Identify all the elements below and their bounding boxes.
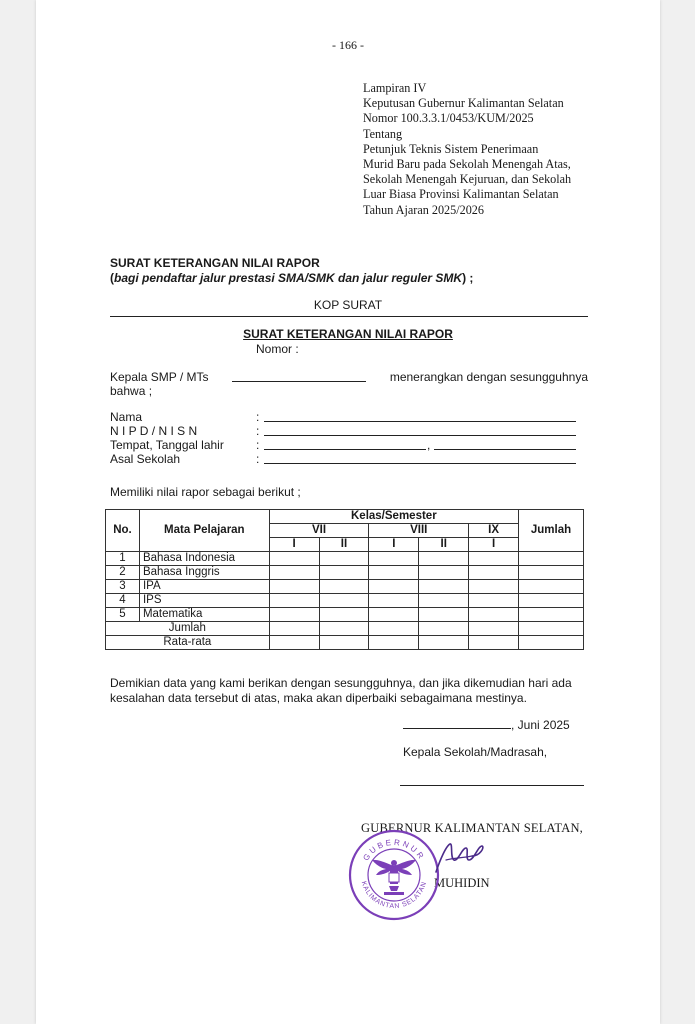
jumlah-label: Jumlah — [106, 622, 270, 636]
closing-paragraph: Demikian data yang kami berikan dengan sesungguhnya, dan jika dikemudian hari ada kesalahan data tersebut di atas, maka akan diperbaiki sebagaimana mestinya. — [110, 676, 572, 705]
kepala-prefix: Kepala SMP / MTs — [110, 370, 209, 384]
document-heading: SURAT KETERANGAN NILAI RAPOR — [110, 256, 320, 270]
page-number: - 166 - — [332, 38, 364, 52]
jumlah-cell[interactable] — [519, 580, 584, 594]
jumlah-cell[interactable] — [519, 552, 584, 566]
header-semester: I — [469, 538, 519, 552]
header-semester: I — [269, 538, 319, 552]
header-grade: VII — [269, 524, 369, 538]
header-semester: I — [369, 538, 419, 552]
grade-cell[interactable] — [419, 636, 469, 650]
jumlah-cell[interactable] — [519, 594, 584, 608]
grade-cell[interactable] — [419, 580, 469, 594]
table-row — [106, 608, 584, 622]
kepala-statement — [110, 370, 588, 398]
row-subject: IPA — [139, 580, 269, 594]
grade-cell[interactable] — [369, 580, 419, 594]
subheading-open: ( — [110, 271, 114, 285]
kop-surat: KOP SURAT — [313, 298, 383, 312]
grade-cell[interactable] — [269, 608, 319, 622]
grade-cell[interactable] — [369, 594, 419, 608]
form-title: SURAT KETERANGAN NILAI RAPOR — [243, 327, 453, 341]
jumlah-cell[interactable] — [519, 608, 584, 622]
official-stamp — [348, 829, 440, 921]
field-label: Nama — [110, 410, 143, 424]
grade-cell[interactable] — [269, 566, 319, 580]
header-mapel: Mata Pelajaran — [139, 510, 269, 552]
row-subject: Matematika — [139, 608, 269, 622]
kepala-end: bahwa ; — [110, 384, 153, 398]
rata-rata-label: Rata-rata — [106, 636, 270, 650]
school-name-blank[interactable] — [232, 370, 366, 382]
lampiran-line: Lampiran IV — [363, 81, 427, 95]
header-jumlah: Jumlah — [519, 510, 584, 552]
grade-cell[interactable] — [469, 622, 519, 636]
governor-title: GUBERNUR KALIMANTAN SELATAN, — [361, 821, 583, 835]
subheading-italic: bagi pendaftar jalur prestasi SMA/SMK dan jalur reguler SMK — [114, 271, 463, 285]
header-semester: II — [319, 538, 369, 552]
field-colon: : — [256, 452, 260, 466]
table-row — [106, 552, 584, 566]
kepala-mid: menerangkan dengan sesungguhnya — [389, 370, 588, 384]
jumlah-cell[interactable] — [519, 636, 584, 650]
lampiran-line: Petunjuk Teknis Sistem Penerimaan — [363, 141, 539, 156]
table-row — [106, 580, 584, 594]
nama-blank[interactable] — [264, 421, 576, 422]
row-no: 2 — [106, 566, 140, 580]
handwritten-initial — [432, 838, 488, 878]
grade-cell[interactable] — [269, 636, 319, 650]
grade-cell[interactable] — [269, 580, 319, 594]
grade-cell[interactable] — [419, 622, 469, 636]
date-blank[interactable] — [403, 717, 511, 729]
stamp-bottom-text: KALIMANTAN SELATAN — [359, 880, 429, 911]
field-colon: : — [256, 410, 260, 424]
field-label: N I P D / N I S N — [110, 424, 198, 438]
subheading-close: ) ; — [462, 271, 474, 285]
grade-cell[interactable] — [469, 580, 519, 594]
grade-cell[interactable] — [419, 594, 469, 608]
lampiran-line: Keputusan Gubernur Kalimantan Selatan — [363, 96, 564, 111]
lampiran-line: Murid Baru pada Sekolah Menengah Atas, — [363, 157, 571, 172]
grade-cell[interactable] — [419, 566, 469, 580]
table-header-row — [106, 510, 584, 524]
grade-cell[interactable] — [369, 622, 419, 636]
lampiran-line: Tahun Ajaran 2025/2026 — [363, 202, 484, 217]
document-page — [36, 0, 660, 1024]
row-subject: Bahasa Indonesia — [139, 552, 269, 566]
jumlah-row — [106, 622, 584, 636]
birthplace-blank[interactable] — [264, 449, 426, 450]
grade-cell[interactable] — [469, 636, 519, 650]
grade-cell[interactable] — [319, 566, 369, 580]
grades-table — [105, 509, 584, 650]
row-no: 5 — [106, 608, 140, 622]
table-row — [106, 594, 584, 608]
lampiran-block — [363, 81, 571, 218]
field-label: Tempat, Tanggal lahir — [110, 438, 224, 452]
header-kelas: Kelas/Semester — [269, 510, 518, 524]
grade-cell[interactable] — [469, 608, 519, 622]
row-no: 4 — [106, 594, 140, 608]
field-colon: : — [256, 424, 260, 438]
grade-cell[interactable] — [419, 608, 469, 622]
jumlah-cell[interactable] — [519, 622, 584, 636]
date-line — [403, 717, 570, 732]
header-semester: II — [419, 538, 469, 552]
grade-cell[interactable] — [369, 566, 419, 580]
document-subheading — [110, 271, 473, 285]
header-grade: IX — [469, 524, 519, 538]
grade-cell[interactable] — [319, 608, 369, 622]
nomor-label: Nomor : — [256, 342, 299, 356]
jumlah-cell[interactable] — [519, 566, 584, 580]
header-no: No. — [106, 510, 140, 552]
kepala-sekolah-label: Kepala Sekolah/Madrasah, — [403, 745, 548, 759]
governor-name: MUHIDIN — [434, 876, 490, 890]
nisn-blank[interactable] — [264, 435, 576, 436]
row-subject: Bahasa Inggris — [139, 566, 269, 580]
row-no: 3 — [106, 580, 140, 594]
rata-rata-row — [106, 636, 584, 650]
garuda-emblem-icon — [372, 860, 416, 895]
birthdate-blank[interactable] — [434, 449, 576, 450]
grade-cell[interactable] — [269, 622, 319, 636]
grade-cell[interactable] — [469, 594, 519, 608]
field-label: Asal Sekolah — [110, 452, 181, 466]
grade-cell[interactable] — [369, 608, 419, 622]
grade-cell[interactable] — [369, 636, 419, 650]
grade-cell[interactable] — [319, 552, 369, 566]
grade-cell[interactable] — [319, 580, 369, 594]
field-colon: : — [256, 438, 260, 452]
grade-cell[interactable] — [469, 566, 519, 580]
grade-cell[interactable] — [269, 594, 319, 608]
row-subject: IPS — [139, 594, 269, 608]
lampiran-line: Nomor 100.3.3.1/0453/KUM/2025 — [363, 111, 534, 126]
lampiran-line: Tentang — [363, 126, 403, 141]
grade-cell[interactable] — [269, 552, 319, 566]
grade-cell[interactable] — [319, 594, 369, 608]
grade-cell[interactable] — [319, 622, 369, 636]
field-comma: , — [427, 438, 431, 452]
signature-line[interactable] — [400, 785, 584, 786]
table-row — [106, 566, 584, 580]
lampiran-line: Sekolah Menengah Kejuruan, dan Sekolah — [363, 172, 572, 187]
asal-sekolah-blank[interactable] — [264, 463, 576, 464]
stamp-top-text: GUBERNUR — [361, 837, 427, 863]
grade-cell[interactable] — [469, 552, 519, 566]
row-no: 1 — [106, 552, 140, 566]
grade-cell[interactable] — [319, 636, 369, 650]
date-suffix: , Juni 2025 — [511, 718, 570, 732]
memiliki-text: Memiliki nilai rapor sebagai berikut ; — [110, 485, 301, 499]
header-grade: VIII — [369, 524, 469, 538]
lampiran-line: Luar Biasa Provinsi Kalimantan Selatan — [363, 187, 559, 202]
kop-divider — [110, 316, 588, 317]
grade-cell[interactable] — [419, 552, 469, 566]
grade-cell[interactable] — [369, 552, 419, 566]
